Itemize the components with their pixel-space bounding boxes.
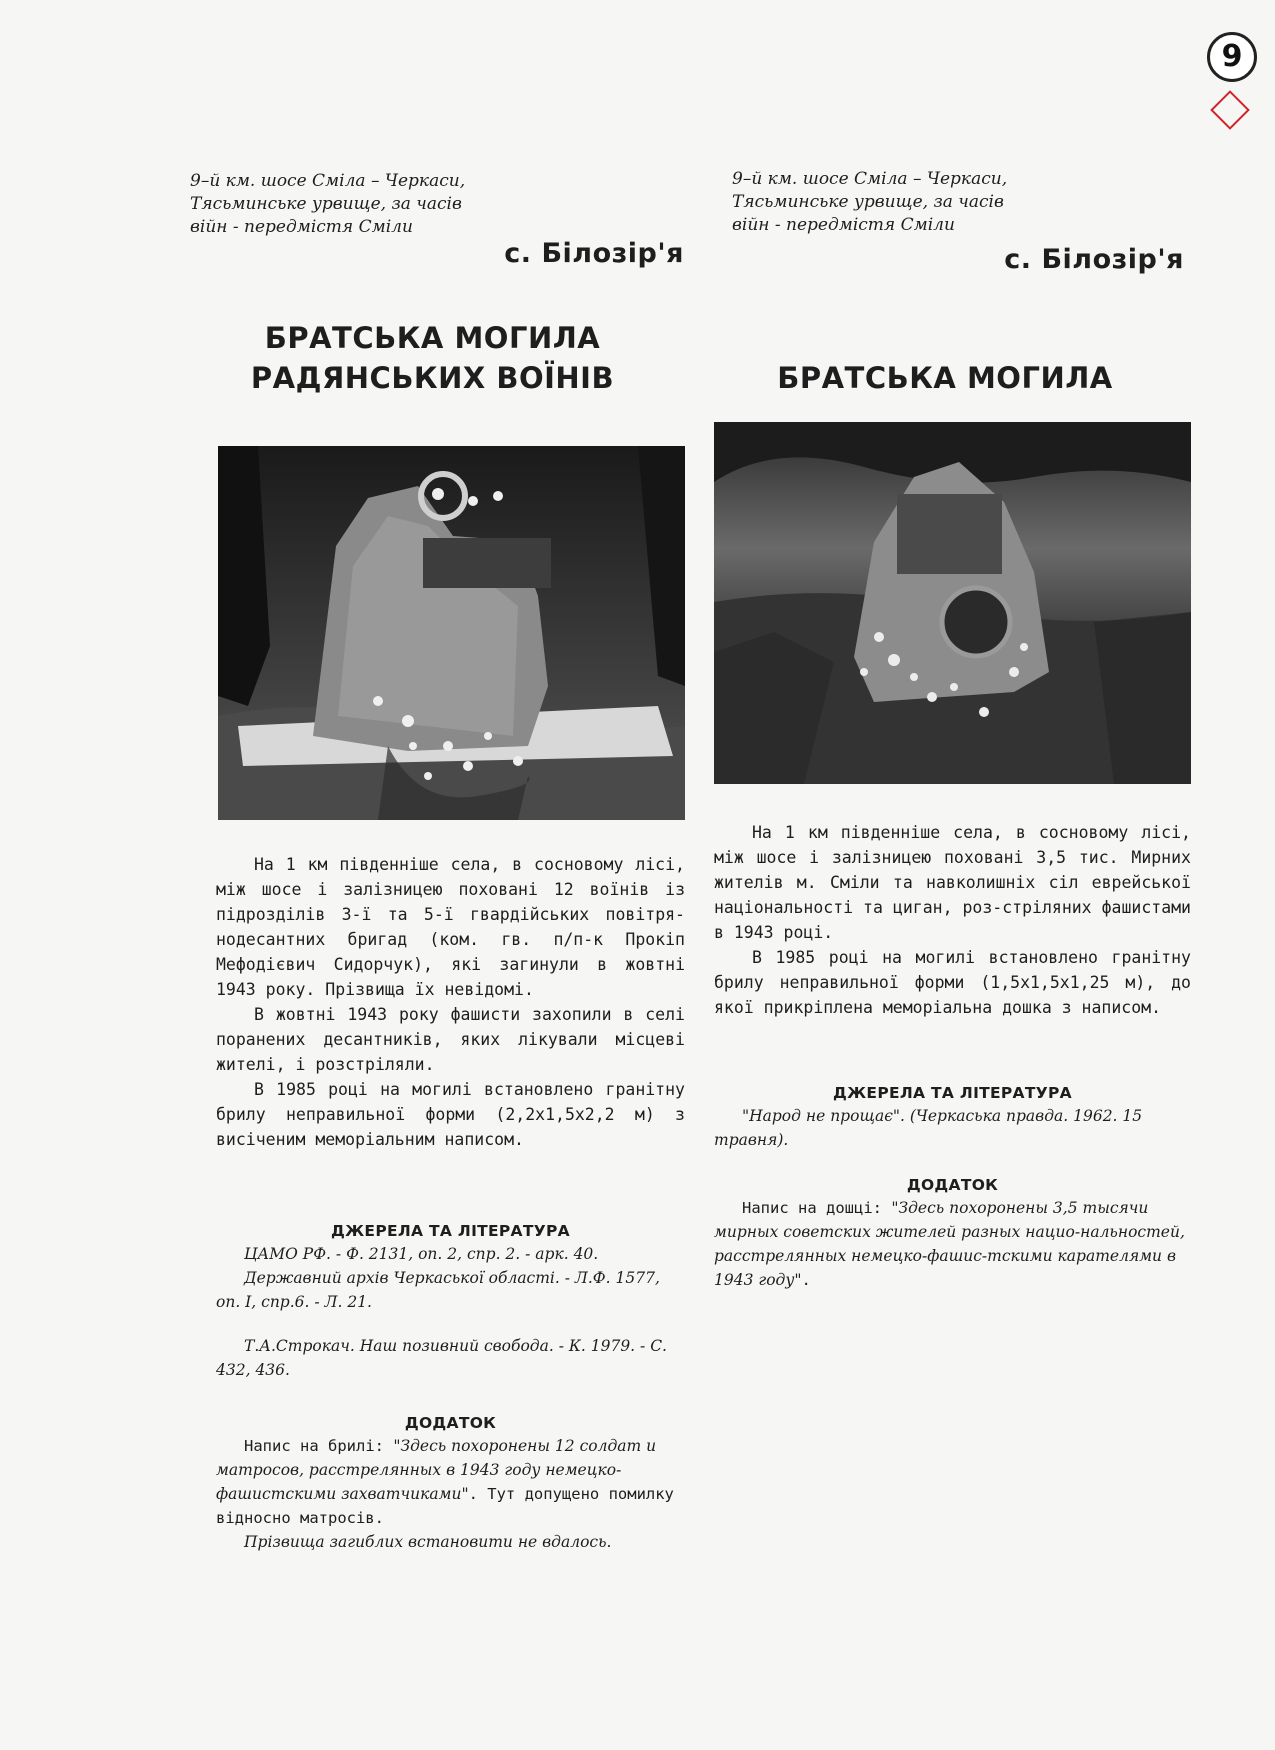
appendix-section (216, 1414, 685, 1554)
paragraph: В 1985 році на могилі встановлено гранітну брилу неправильної форми (2,2х1,5х2,2 м) з висіченим меморіальним написом. (216, 1080, 685, 1149)
monument-photo-image (714, 422, 1191, 784)
sources-section (714, 1084, 1191, 1152)
village-name: с. Білозір'я (504, 238, 684, 269)
monument-photo (714, 422, 1191, 784)
main-text (714, 820, 1191, 1020)
location-note: 9–й км. шосе Сміла – Черкаси, Тясьминське урвище, за часів війн - передмістя Сміли (732, 169, 1008, 235)
paragraph: В жовтні 1943 року фашисти захопили в селі поранених десантників, яких лікували місцеві жителі, і розстріляли. (216, 1005, 685, 1074)
paragraph: На 1 км південніше села, в сосновому лісі, між шосе і залізницею поховані 3,5 тис. Мирних жителів м. Сміли та навколишніх сіл еврейської національності та циган, роз-стріляних фашистами в 1943 році. (714, 823, 1191, 942)
diamond-icon (1210, 90, 1250, 130)
sources-heading: ДЖЕРЕЛА ТА ЛІТЕРАТУРА (833, 1084, 1072, 1102)
page-number: 9 (1207, 32, 1257, 82)
village-name: с. Білозір'я (1004, 244, 1184, 275)
appendix-heading: ДОДАТОК (906, 1176, 999, 1194)
source-item: "Народ не прощає". (Черкаська правда. 1962. 15 травня). (714, 1107, 1143, 1149)
source-item: Державний архів Черкаської області. - Л.Ф. 1577, оп. I, спр.6. - Л. 21. (216, 1269, 660, 1311)
main-text (216, 852, 685, 1152)
page-title: БРАТСЬКА МОГИЛА РАДЯНСЬКИХ ВОЇНІВ (250, 321, 615, 395)
sources-section (216, 1222, 685, 1382)
paragraph: На 1 км південніше села, в сосновому лісі, між шосе і залізницею поховані 12 воїнів із підрозділів 3-ї та 5-ї гвардійських повітря-нодесантних бригад (ком. гв. п/п-к Прокіп Мефодієвич Сидорчук), які загинули в жовтні 1943 року. Прізвища їх невідомі. (216, 855, 685, 999)
paragraph: В 1985 році на могилі встановлено гранітну брилу неправильної форми (1,5х1,5х1,25 м), до якої прикріплена меморіальна дошка з написом. (714, 948, 1191, 1017)
monument-photo (218, 446, 685, 820)
source-item: Т.А.Строкач. Наш позивний свобода. - К. 1979. - С. 432, 436. (216, 1337, 667, 1379)
appendix-heading: ДОДАТОК (404, 1414, 497, 1432)
appendix-text: Напис на дошці: "Здесь похоронены 3,5 тысячи мирных советских жителей разных нацио-нальностей, расстрелянных немецко-фашис-тскими карателями в 1943 году". (714, 1199, 1185, 1289)
sources-heading: ДЖЕРЕЛА ТА ЛІТЕРАТУРА (331, 1222, 570, 1240)
monument-photo-image (218, 446, 685, 820)
source-item: ЦАМО РФ. - Ф. 2131, оп. 2, спр. 2. - арк. 40. (244, 1245, 599, 1263)
appendix-note: Прізвища загиблих встановити не вдалось. (244, 1533, 612, 1551)
location-note: 9–й км. шосе Сміла – Черкаси, Тясьминське урвище, за часів війн - передмістя Сміли (190, 171, 466, 237)
appendix-section (714, 1176, 1191, 1292)
page-title: БРАТСЬКА МОГИЛА (777, 361, 1113, 395)
appendix-text: Напис на брилі: "Здесь похоронены 12 солдат и матросов, расстрелянных в 1943 году немецко-фашистскими захватчиками". Тут допущено помилку відносно матросів. (216, 1437, 674, 1527)
